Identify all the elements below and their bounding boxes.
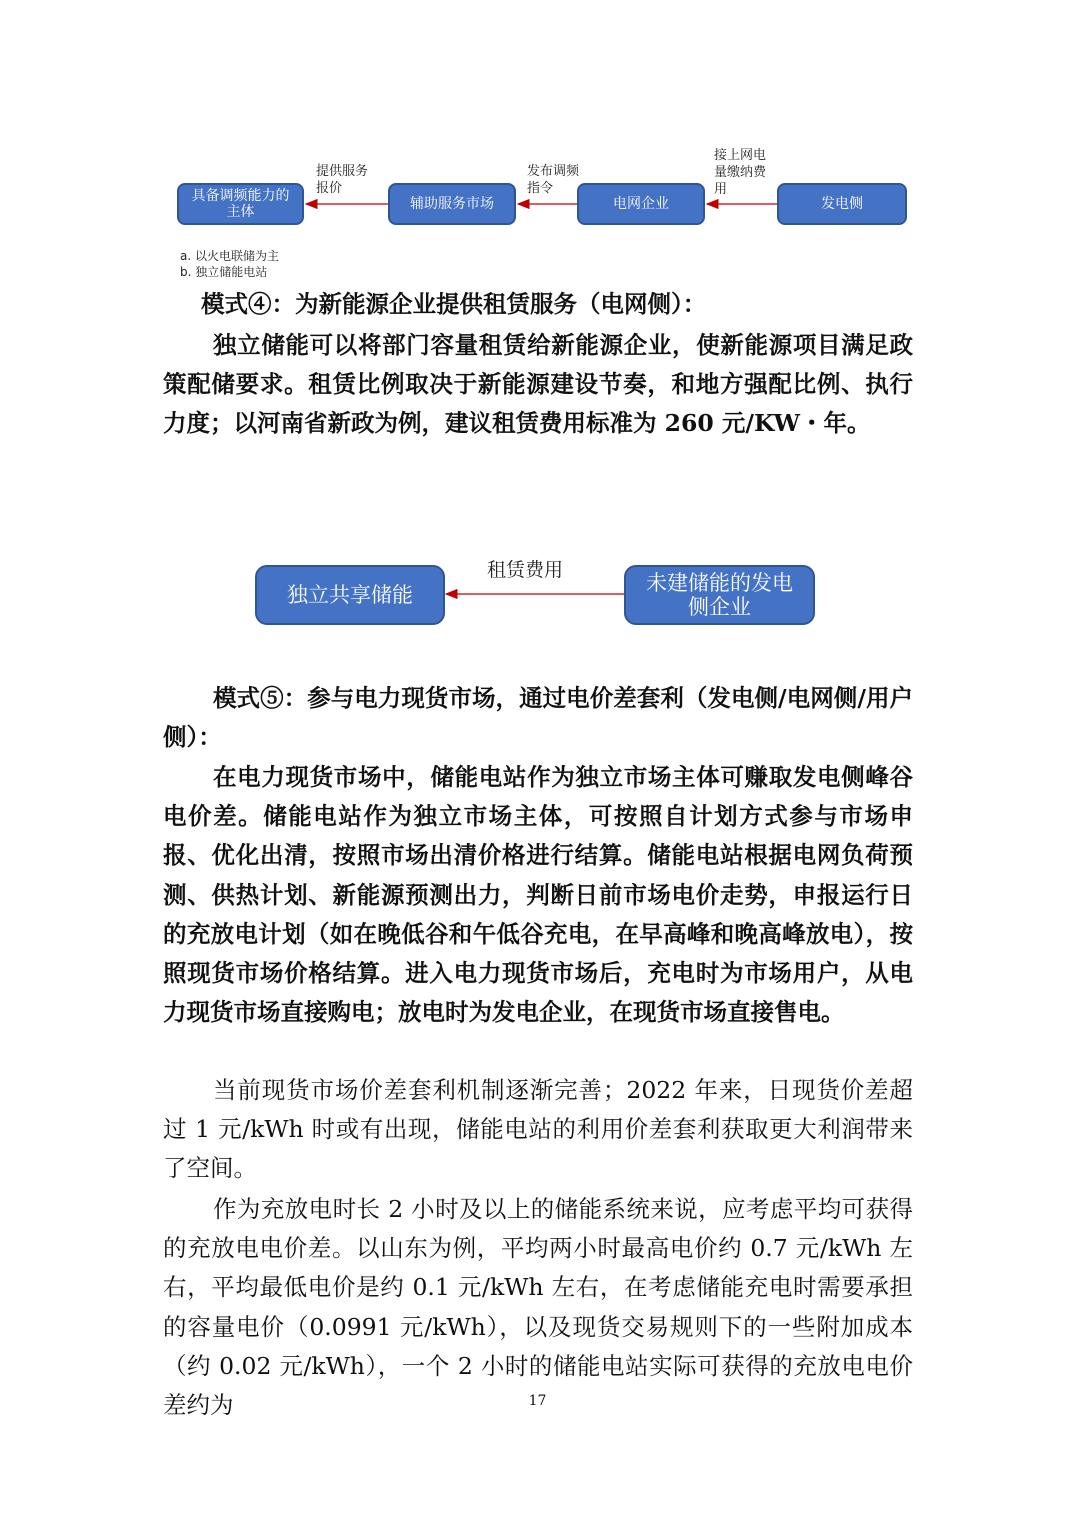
generation-side-box: 发电侧 — [777, 183, 907, 225]
ancillary-market-box: 辅助服务市场 — [388, 183, 516, 225]
mode4-heading: 模式④：为新能源企业提供租赁服务（电网侧）： — [201, 290, 707, 318]
shared-storage-box: 独立共享储能 — [255, 565, 445, 625]
page-number: 17 — [528, 1393, 547, 1409]
mode5-heading: 模式⑤：参与电力现货市场，通过电价差套利（发电侧/电网侧/用户侧）： — [163, 684, 913, 752]
mode5-paragraph-3: 作为充放电时长 2 小时及以上的储能系统来说，应考虑平均可获得的充放电电价差。以山东为例，平均两小时最高电价约 0.7 元/kWh 左右，平均最低电价是约 0.1 元/kWh 左右，在考虑储能充电时需要承担的容量电价（0.0991 元/kWh），以及现货交易规则下的一些附加成本（约 0.02 元/kWh），一个 2 小时的储能电站实际可获得的充放电电价差约为 — [163, 1195, 913, 1420]
grid-fee-label: 接上网电 量缴纳费 用 — [714, 148, 767, 197]
mode5-paragraph-1: 在电力现货市场中，储能电站作为独立市场主体可赚取发电侧峰谷电价差。储能电站作为独立市场主体，可按照自计划方式参与市场申报、优化出清，按照市场出清价格进行结算。储能电站根据电网负荷预测、供热计划、新能源预测出力，判断日前市场电价走势，申报运行日的充放电计划（如在晚低谷和午低谷充电，在早高峰和晚高峰放电），按照现货市场价格结算。进入电力现货市场后，充电时为市场用户，从电力现货市场直接购电；放电时为发电企业，在现货市场直接售电。 — [163, 763, 913, 1027]
mode5-paragraph-2: 当前现货市场价差套利机制逐渐完善；2022 年来，日现货价差超过 1 元/kWh 时或有出现，储能电站的利用价差套利获取更大利润带来了空间。 — [163, 1076, 913, 1183]
capable-entity-box: 具备调频能力的主体 — [177, 183, 304, 225]
mode4-body: 独立储能可以将部门容量租赁给新能源企业，使新能源项目满足政策配储要求。租赁比例取决于新能源建设节奏，和地方强配比例、执行力度；以河南省新政为例，建议租赁费用标准为 260 元/KW・年。 — [163, 331, 913, 438]
note-a: a. 以火电联储为主 — [180, 249, 279, 263]
service-quote-label: 提供服务 报价 — [316, 164, 369, 196]
grid-company-box: 电网企业 — [577, 183, 705, 225]
lease-fee-label: 租赁费用 — [487, 559, 564, 581]
dispatch-command-label: 发布调频 指令 — [527, 164, 580, 196]
note-b: b. 独立储能电站 — [180, 265, 268, 279]
generation-enterprise-box: 未建储能的发电侧企业 — [624, 565, 815, 625]
